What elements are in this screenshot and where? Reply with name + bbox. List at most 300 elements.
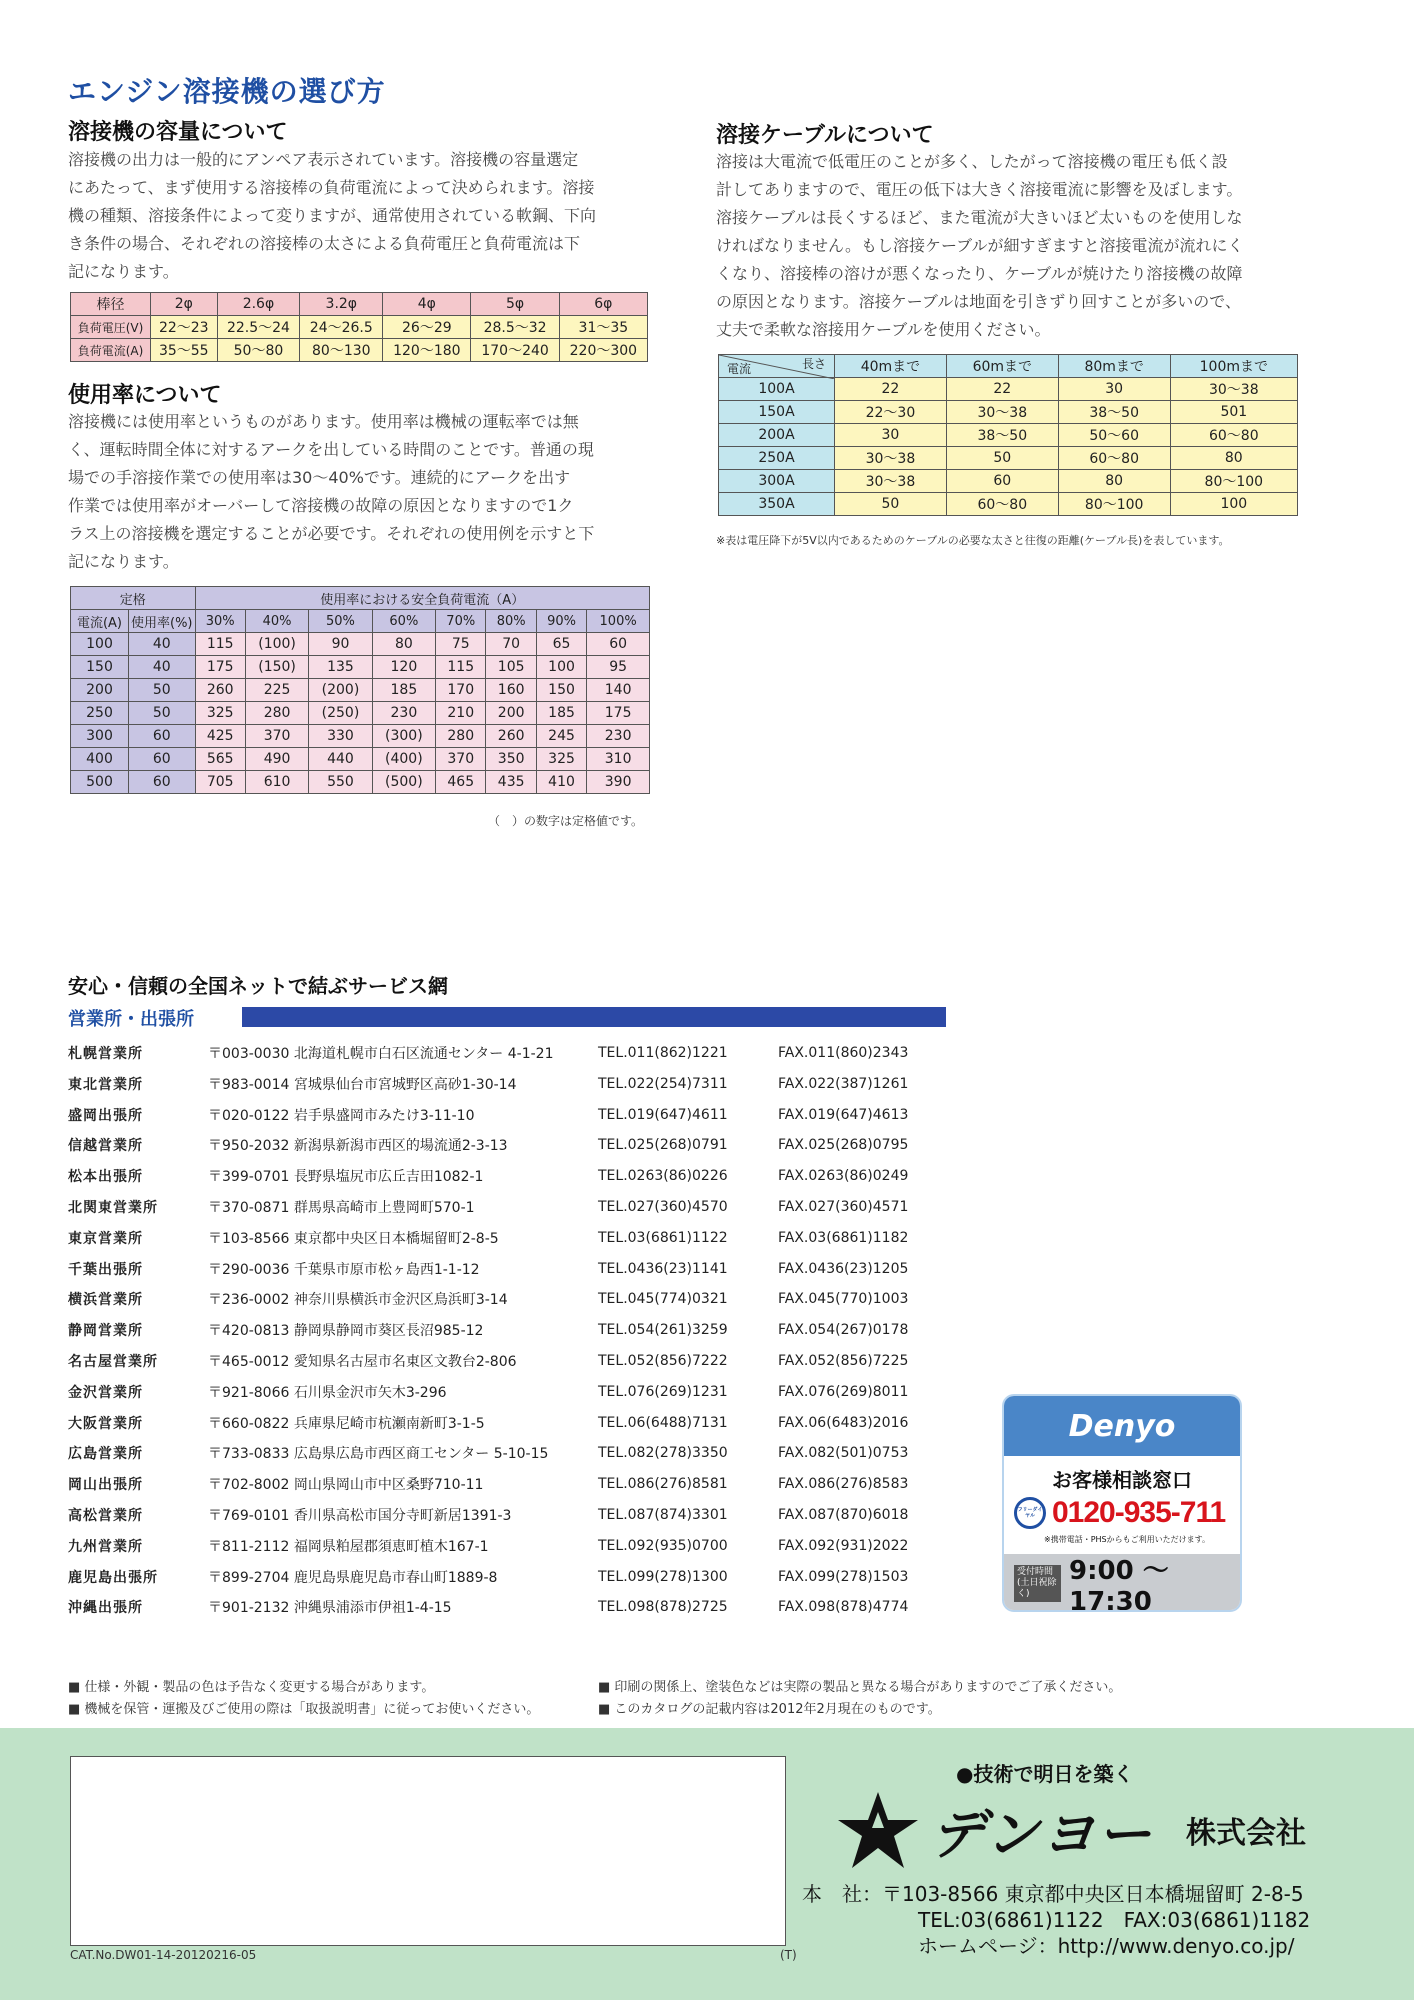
office-tel: TEL.087(874)3301: [598, 1507, 728, 1523]
table-cell: 490: [245, 748, 308, 771]
office-row: [68, 1592, 958, 1622]
table-cell: 30: [835, 424, 947, 447]
disclaimer: ■ 機械を保管・運搬及びご使用の際は「取扱説明書」に従ってお使いください。: [68, 1702, 540, 1717]
office-name: 札幌営業所: [68, 1046, 143, 1062]
hq-address: 本 社：〒103-8566 東京都中央区日本橋堀留町 2-8-5: [802, 1882, 1304, 1906]
office-row: [68, 1192, 958, 1222]
office-name: 静岡営業所: [68, 1323, 143, 1340]
table-cell: 80〜130: [300, 339, 383, 362]
office-address: 〒660-0822 兵庫県尼崎市杭瀬南新町3-1-5: [208, 1415, 485, 1432]
capacity-heading: 溶接機の容量について: [68, 120, 288, 145]
office-fax: FAX.082(501)0753: [778, 1445, 909, 1462]
table-row: [719, 378, 1298, 401]
office-row: [68, 1377, 958, 1407]
office-fax: FAX.098(878)4774: [778, 1599, 909, 1616]
table-cell: 26〜29: [383, 316, 471, 339]
corner-top-label: 長さ: [801, 357, 826, 371]
rated-current-cell: 100: [71, 633, 129, 656]
row-label: 負荷電圧(V): [71, 316, 151, 339]
table-header-cell: 4φ: [383, 293, 471, 316]
table-row: [71, 316, 648, 339]
paragraph-line: 機の種類、溶接条件によって変りますが、通常使用されている軟鋼、下向: [68, 206, 597, 225]
office-row: [68, 1254, 958, 1284]
office-tel: TEL.099(278)1300: [598, 1568, 728, 1585]
slogan: ●技術で明日を築く: [956, 1762, 1134, 1786]
paragraph-line: 溶接は大電流で低電圧のことが多く、したがって溶接機の電圧も低く設: [716, 152, 1228, 171]
office-fax: FAX.06(6483)2016: [778, 1414, 909, 1431]
office-address: 〒983-0014 宮城県仙台市宮城野区高砂1-30-14: [208, 1076, 517, 1093]
table-cell: 425: [195, 725, 245, 748]
table-cell: 120〜180: [383, 339, 471, 362]
office-fax: FAX.0263(86)0249: [778, 1168, 909, 1185]
table-cell: 370: [245, 725, 308, 748]
office-fax: FAX.019(647)4613: [778, 1106, 909, 1123]
denyo-logo: Denyo: [1068, 1408, 1176, 1444]
homepage-link[interactable]: ホームページ：http://www.denyo.co.jp/: [918, 1934, 1295, 1958]
free-dial-icon: フリーダイヤル: [1014, 1497, 1046, 1529]
table-cell: 325: [195, 702, 245, 725]
current-cell: 350A: [719, 493, 835, 516]
office-tel: TEL.0263(86)0226: [598, 1168, 728, 1185]
col-header-length: 40mまで: [835, 355, 947, 378]
table-cell: 105: [486, 656, 536, 679]
table-cell: 435: [486, 771, 536, 794]
table-row: [719, 493, 1298, 516]
office-address: 〒465-0012 愛知県名古屋市名東区文教台2-806: [208, 1354, 517, 1370]
rated-duty-cell: 60: [129, 771, 196, 794]
current-cell: 300A: [719, 470, 835, 493]
office-tel: TEL.052(856)7222: [598, 1353, 728, 1369]
rated-duty-cell: 60: [129, 725, 196, 748]
table-cell: 70: [486, 633, 536, 656]
office-name: 名古屋営業所: [68, 1354, 158, 1370]
cable-table: [718, 354, 1298, 516]
office-name: 九州営業所: [68, 1538, 143, 1555]
table-cell: 350: [486, 748, 536, 771]
office-fax: FAX.027(360)4571: [778, 1199, 909, 1215]
table-cell: 150: [536, 679, 586, 702]
table-row: [71, 725, 650, 748]
table-cell: 24〜26.5: [300, 316, 383, 339]
table-cell: 38〜50: [946, 424, 1058, 447]
table-cell: 245: [536, 725, 586, 748]
catalog-number: CAT.No.DW01-14-20120216-05: [70, 1948, 257, 1962]
table-cell: (250): [309, 702, 372, 725]
table-cell: 30〜38: [1170, 378, 1297, 401]
table-cell: 50〜60: [1058, 424, 1170, 447]
contact-label: お客様相談窓口: [1052, 1468, 1192, 1492]
table-cell: 280: [436, 725, 486, 748]
paragraph-line: き条件の場合、それぞれの溶接棒の太さによる負荷電圧と負荷電流は下: [68, 234, 581, 253]
col-header-percent: 40%: [245, 610, 308, 633]
table-cell: 80〜100: [1170, 470, 1297, 493]
table-cell: 225: [245, 679, 308, 702]
hq-telfax: TEL:03(6861)1122 FAX:03(6861)1182: [918, 1908, 1311, 1932]
office-row: [68, 1315, 958, 1345]
table-header-cell: 6φ: [559, 293, 647, 316]
table-cell: 22〜30: [835, 401, 947, 424]
company-name: デンヨー: [930, 1803, 1153, 1866]
table-cell: 100: [536, 656, 586, 679]
col-header-percent: 80%: [486, 610, 536, 633]
customer-contact-box: [1002, 1394, 1242, 1612]
table-header-cell: 2.6φ: [217, 293, 300, 316]
office-tel: TEL.054(261)3259: [598, 1322, 728, 1339]
corner-cell: [719, 355, 835, 378]
cable-paragraph: [716, 148, 1316, 344]
table-cell: 60〜80: [946, 493, 1058, 516]
capacity-table: [70, 292, 648, 362]
table-cell: 185: [372, 679, 435, 702]
table-header-cell: 棒径: [71, 293, 151, 316]
table-row: [71, 656, 650, 679]
duty-table: [70, 586, 650, 794]
company-suffix: 株式会社: [1186, 1816, 1306, 1851]
table-cell: 60: [587, 633, 650, 656]
table-row: [71, 771, 650, 794]
office-address: 〒769-0101 香川県高松市国分寺町新居1391-3: [208, 1508, 512, 1524]
office-tel: TEL.045(774)0321: [598, 1291, 728, 1308]
rated-current-cell: 500: [71, 771, 129, 794]
office-address: 〒420-0813 静岡県静岡市葵区長沼985-12: [208, 1323, 484, 1340]
office-row: [68, 1284, 958, 1314]
office-name: 盛岡出張所: [68, 1107, 143, 1124]
office-tel: TEL.076(269)1231: [598, 1383, 728, 1400]
table-cell: 22〜23: [151, 316, 218, 339]
office-tel: TEL.03(6861)1122: [598, 1229, 728, 1246]
table-cell: 280: [245, 702, 308, 725]
office-tel: TEL.027(360)4570: [598, 1199, 728, 1215]
table-row: [719, 470, 1298, 493]
table-cell: 610: [245, 771, 308, 794]
table-cell: (150): [245, 656, 308, 679]
corner-bottom-label: 電流: [727, 362, 752, 376]
office-name: 信越営業所: [68, 1138, 143, 1155]
table-cell: 310: [587, 748, 650, 771]
table-cell: 135: [309, 656, 372, 679]
table-cell: 100: [1170, 493, 1297, 516]
table-cell: 325: [536, 748, 586, 771]
current-cell: 100A: [719, 378, 835, 401]
office-name: 横浜営業所: [68, 1292, 143, 1309]
table-header-cell: 2φ: [151, 293, 218, 316]
table-header-cell: 3.2φ: [300, 293, 383, 316]
rated-current-cell: 250: [71, 702, 129, 725]
paragraph-line: 丈夫で柔軟な溶接用ケーブルを使用ください。: [716, 320, 1051, 339]
dealer-stamp-box: [70, 1756, 786, 1946]
table-cell: 80: [1170, 447, 1297, 470]
current-cell: 250A: [719, 447, 835, 470]
office-name: 広島営業所: [68, 1446, 143, 1463]
table-cell: 160: [486, 679, 536, 702]
current-cell: 150A: [719, 401, 835, 424]
office-row: [68, 1500, 958, 1530]
service-bar: [242, 1007, 946, 1027]
paragraph-line: 溶接ケーブルは長くするほど、また電流が大きいほど太いものを使用しな: [716, 208, 1243, 227]
duty-note: （ ）の数字は定格値です。: [488, 814, 644, 828]
disclaimer: ■ 印刷の関係上、塗装色などは実際の製品と異なる場合がありますのでご了承ください。: [598, 1680, 1122, 1695]
rated-duty-cell: 60: [129, 748, 196, 771]
table-cell: 175: [587, 702, 650, 725]
office-fax: FAX.052(856)7225: [778, 1353, 909, 1369]
duty-heading: 使用率について: [68, 383, 222, 408]
office-row: [68, 1346, 958, 1376]
duty-paragraph: [68, 408, 658, 576]
table-cell: 330: [309, 725, 372, 748]
paragraph-line: 作業では使用率がオーバーして溶接機の故障の原因となりますので1ク: [68, 496, 574, 515]
office-address: 〒899-2704 鹿児島県鹿児島市春山町1889-8: [208, 1569, 498, 1586]
col-header-percent: 60%: [372, 610, 435, 633]
office-name: 東北営業所: [68, 1076, 143, 1093]
rated-duty-cell: 50: [129, 679, 196, 702]
paragraph-line: の原因となります。溶接ケーブルは地面を引きずり回すことが多いので、: [716, 292, 1241, 311]
table-cell: 30: [1058, 378, 1170, 401]
office-fax: FAX.022(387)1261: [778, 1075, 909, 1092]
office-address: 〒921-8066 石川県金沢市矢木3-296: [208, 1384, 447, 1401]
table-cell: 175: [195, 656, 245, 679]
table-cell: 30〜38: [835, 470, 947, 493]
cable-heading: 溶接ケーブルについて: [716, 123, 934, 148]
office-address: 〒020-0122 岩手県盛岡市みたけ3-11-10: [208, 1107, 475, 1124]
office-row: [68, 1469, 958, 1499]
table-cell: 60〜80: [1170, 424, 1297, 447]
office-address: 〒399-0701 長野県塩尻市広丘吉田1082-1: [208, 1169, 484, 1186]
table-row: [71, 748, 650, 771]
table-cell: 170: [436, 679, 486, 702]
cable-note: ※表は電圧降下が5V以内であるためのケーブルの必要な太さと往復の距離(ケーブル長)を表しています。: [716, 534, 1230, 547]
office-row: [68, 1100, 958, 1130]
table-cell: 35〜55: [151, 339, 218, 362]
office-tel: TEL.0436(23)1141: [598, 1260, 728, 1277]
company-logo-icon: [836, 1790, 920, 1870]
office-fax: FAX.025(268)0795: [778, 1137, 909, 1154]
col-header-percent: 70%: [436, 610, 486, 633]
rated-duty-cell: 40: [129, 633, 196, 656]
office-name: 沖縄出張所: [68, 1600, 143, 1617]
office-address: 〒901-2132 沖縄県浦添市伊祖1-4-15: [208, 1600, 452, 1617]
table-cell: 22: [946, 378, 1058, 401]
table-cell: 80〜100: [1058, 493, 1170, 516]
table-row: [719, 424, 1298, 447]
service-title: 安心・信頼の全国ネットで結ぶサービス網: [68, 974, 448, 998]
table-cell: 230: [587, 725, 650, 748]
col-header-length: 80mまで: [1058, 355, 1170, 378]
rated-duty-cell: 50: [129, 702, 196, 725]
office-address: 〒950-2032 新潟県新潟市西区的場流通2-3-13: [208, 1138, 508, 1155]
rated-current-cell: 300: [71, 725, 129, 748]
table-cell: 440: [309, 748, 372, 771]
table-row: [719, 401, 1298, 424]
table-cell: 260: [195, 679, 245, 702]
contact-phone[interactable]: 0120-935-711: [1052, 1496, 1226, 1529]
table-cell: 50: [835, 493, 947, 516]
office-row: [68, 1562, 958, 1592]
table-cell: 185: [536, 702, 586, 725]
paragraph-line: 計してありますので、電圧の低下は大きく溶接電流に影響を及ぼします。: [716, 180, 1243, 199]
table-cell: 50〜80: [217, 339, 300, 362]
office-address: 〒290-0036 千葉県市原市松ヶ島西1-1-12: [208, 1261, 480, 1278]
paragraph-line: 場での手溶接作業での使用率は30〜40%です。連続的にアークを出す: [68, 468, 571, 487]
office-name: 高松営業所: [68, 1508, 143, 1524]
table-cell: 120: [372, 656, 435, 679]
paragraph-line: くなり、溶接棒の溶けが悪くなったり、ケーブルが焼けたり溶接機の故障: [716, 264, 1243, 283]
table-cell: 230: [372, 702, 435, 725]
paragraph-line: 記になります。: [68, 552, 179, 571]
paragraph-line: にあたって、まず使用する溶接棒の負荷電流によって決められます。溶接: [68, 178, 595, 197]
rated-current-cell: 150: [71, 656, 129, 679]
current-cell: 200A: [719, 424, 835, 447]
table-cell: 210: [436, 702, 486, 725]
office-address: 〒236-0002 神奈川県横浜市金沢区鳥浜町3-14: [208, 1292, 508, 1309]
col-header-current: 電流(A): [71, 610, 129, 633]
table-cell: 550: [309, 771, 372, 794]
office-tel: TEL.019(647)4611: [598, 1106, 728, 1123]
office-row: [68, 1438, 958, 1468]
table-row: [71, 339, 648, 362]
hours-value: 9:00 〜 17:30: [1069, 1555, 1169, 1612]
office-address: 〒733-0833 広島県広島市西区商工センター 5-10-15: [208, 1446, 549, 1463]
capacity-paragraph: [68, 146, 658, 286]
disclaimer: ■ このカタログの記載内容は2012年2月現在のものです。: [598, 1702, 941, 1717]
table-cell: 115: [436, 656, 486, 679]
office-address: 〒003-0030 北海道札幌市白石区流通センター 4-1-21: [208, 1046, 554, 1062]
col-header-length: 60mまで: [946, 355, 1058, 378]
paragraph-line: ければなりません。もし溶接ケーブルが細すぎますと溶接電流が流れにく: [716, 236, 1244, 255]
office-fax: FAX.092(931)2022: [778, 1537, 909, 1554]
table-cell: 30〜38: [946, 401, 1058, 424]
rated-current-cell: 200: [71, 679, 129, 702]
table-cell: 410: [536, 771, 586, 794]
table-cell: 65: [536, 633, 586, 656]
group-header-safe: 使用率における安全負荷電流（A）: [195, 587, 650, 610]
service-subtitle: 営業所・出張所: [68, 1009, 194, 1030]
paragraph-line: く、運転時間全体に対するアークを出している時間のことです。普通の現: [68, 440, 594, 459]
table-cell: 50: [946, 447, 1058, 470]
paragraph-line: 溶接機には使用率というものがあります。使用率は機械の運転率では無: [68, 412, 579, 431]
table-cell: 370: [436, 748, 486, 771]
office-address: 〒811-2112 福岡県粕屋郡須恵町植木167-1: [208, 1538, 489, 1555]
hours-label: 受付時間(土日祝除く): [1014, 1565, 1061, 1602]
table-cell: 90: [309, 633, 372, 656]
office-fax: FAX.099(278)1503: [778, 1568, 909, 1585]
office-tel: TEL.092(935)0700: [598, 1537, 728, 1554]
table-header-cell: 5φ: [471, 293, 559, 316]
office-fax: FAX.045(770)1003: [778, 1291, 909, 1308]
table-cell: 30〜38: [835, 447, 947, 470]
office-address: 〒702-8002 岡山県岡山市中区桑野710-11: [208, 1477, 484, 1494]
table-cell: 115: [195, 633, 245, 656]
office-name: 金沢営業所: [68, 1384, 143, 1401]
office-row: [68, 1069, 958, 1099]
table-cell: (300): [372, 725, 435, 748]
mobile-note: ※携帯電話・PHSからもご利用いただけます。: [1044, 1535, 1210, 1544]
paragraph-line: ラス上の溶接機を選定することが必要です。それぞれの使用例を示すと下: [68, 524, 595, 543]
office-tel: TEL.082(278)3350: [598, 1445, 728, 1462]
table-cell: (100): [245, 633, 308, 656]
office-fax: FAX.03(6861)1182: [778, 1229, 909, 1246]
rated-current-cell: 400: [71, 748, 129, 771]
table-cell: 75: [436, 633, 486, 656]
office-fax: FAX.087(870)6018: [778, 1507, 909, 1523]
table-cell: 80: [1058, 470, 1170, 493]
table-cell: 565: [195, 748, 245, 771]
table-cell: 220〜300: [559, 339, 647, 362]
table-cell: 38〜50: [1058, 401, 1170, 424]
table-cell: 60〜80: [1058, 447, 1170, 470]
office-row: [68, 1038, 958, 1068]
t-mark: (T): [780, 1948, 797, 1962]
office-tel: TEL.06(6488)7131: [598, 1414, 728, 1431]
group-header-rated: 定格: [71, 587, 196, 610]
table-cell: 80: [372, 633, 435, 656]
office-name: 千葉出張所: [68, 1261, 143, 1278]
table-cell: 60: [946, 470, 1058, 493]
table-cell: 170〜240: [471, 339, 559, 362]
office-fax: FAX.076(269)8011: [778, 1383, 909, 1400]
office-fax: FAX.011(860)2343: [778, 1045, 909, 1061]
office-tel: TEL.022(254)7311: [598, 1075, 728, 1092]
table-row: [719, 447, 1298, 470]
office-fax: FAX.0436(23)1205: [778, 1260, 909, 1277]
paragraph-line: 溶接機の出力は一般的にアンペア表示されています。溶接機の容量選定: [68, 150, 579, 169]
office-name: 岡山出張所: [68, 1477, 143, 1494]
table-row: [71, 633, 650, 656]
office-fax: FAX.086(276)8583: [778, 1476, 909, 1493]
table-cell: (200): [309, 679, 372, 702]
col-header-percent: 50%: [309, 610, 372, 633]
table-cell: 22.5〜24: [217, 316, 300, 339]
table-cell: 501: [1170, 401, 1297, 424]
table-cell: 705: [195, 771, 245, 794]
disclaimer: ■ 仕様・外観・製品の色は予告なく変更する場合があります。: [68, 1680, 435, 1695]
row-label: 負荷電流(A): [71, 339, 151, 362]
rated-duty-cell: 40: [129, 656, 196, 679]
office-row: [68, 1161, 958, 1191]
table-cell: 200: [486, 702, 536, 725]
office-row: [68, 1130, 958, 1160]
table-cell: (500): [372, 771, 435, 794]
office-tel: TEL.011(862)1221: [598, 1045, 728, 1061]
office-row: [68, 1223, 958, 1253]
office-address: 〒370-0871 群馬県高崎市上豊岡町570-1: [208, 1200, 475, 1216]
table-cell: 22: [835, 378, 947, 401]
col-header-percent: 30%: [195, 610, 245, 633]
table-cell: 95: [587, 656, 650, 679]
office-tel: TEL.086(276)8581: [598, 1476, 728, 1493]
page-title: エンジン溶接機の選び方: [68, 75, 386, 108]
office-fax: FAX.054(267)0178: [778, 1322, 909, 1339]
table-cell: (400): [372, 748, 435, 771]
office-name: 松本出張所: [68, 1169, 143, 1186]
office-name: 大阪営業所: [68, 1415, 143, 1432]
table-cell: 465: [436, 771, 486, 794]
table-cell: 28.5〜32: [471, 316, 559, 339]
office-row: [68, 1531, 958, 1561]
table-row: [71, 702, 650, 725]
table-cell: 260: [486, 725, 536, 748]
col-header-percent: 100%: [587, 610, 650, 633]
table-row: [71, 679, 650, 702]
paragraph-line: 記になります。: [68, 262, 179, 281]
table-cell: 390: [587, 771, 650, 794]
col-header-duty: 使用率(%): [129, 610, 196, 633]
office-row: [68, 1408, 958, 1438]
table-cell: 140: [587, 679, 650, 702]
col-header-percent: 90%: [536, 610, 586, 633]
office-name: 東京営業所: [68, 1230, 143, 1247]
office-name: 北関東営業所: [68, 1200, 158, 1216]
office-tel: TEL.098(878)2725: [598, 1599, 728, 1616]
